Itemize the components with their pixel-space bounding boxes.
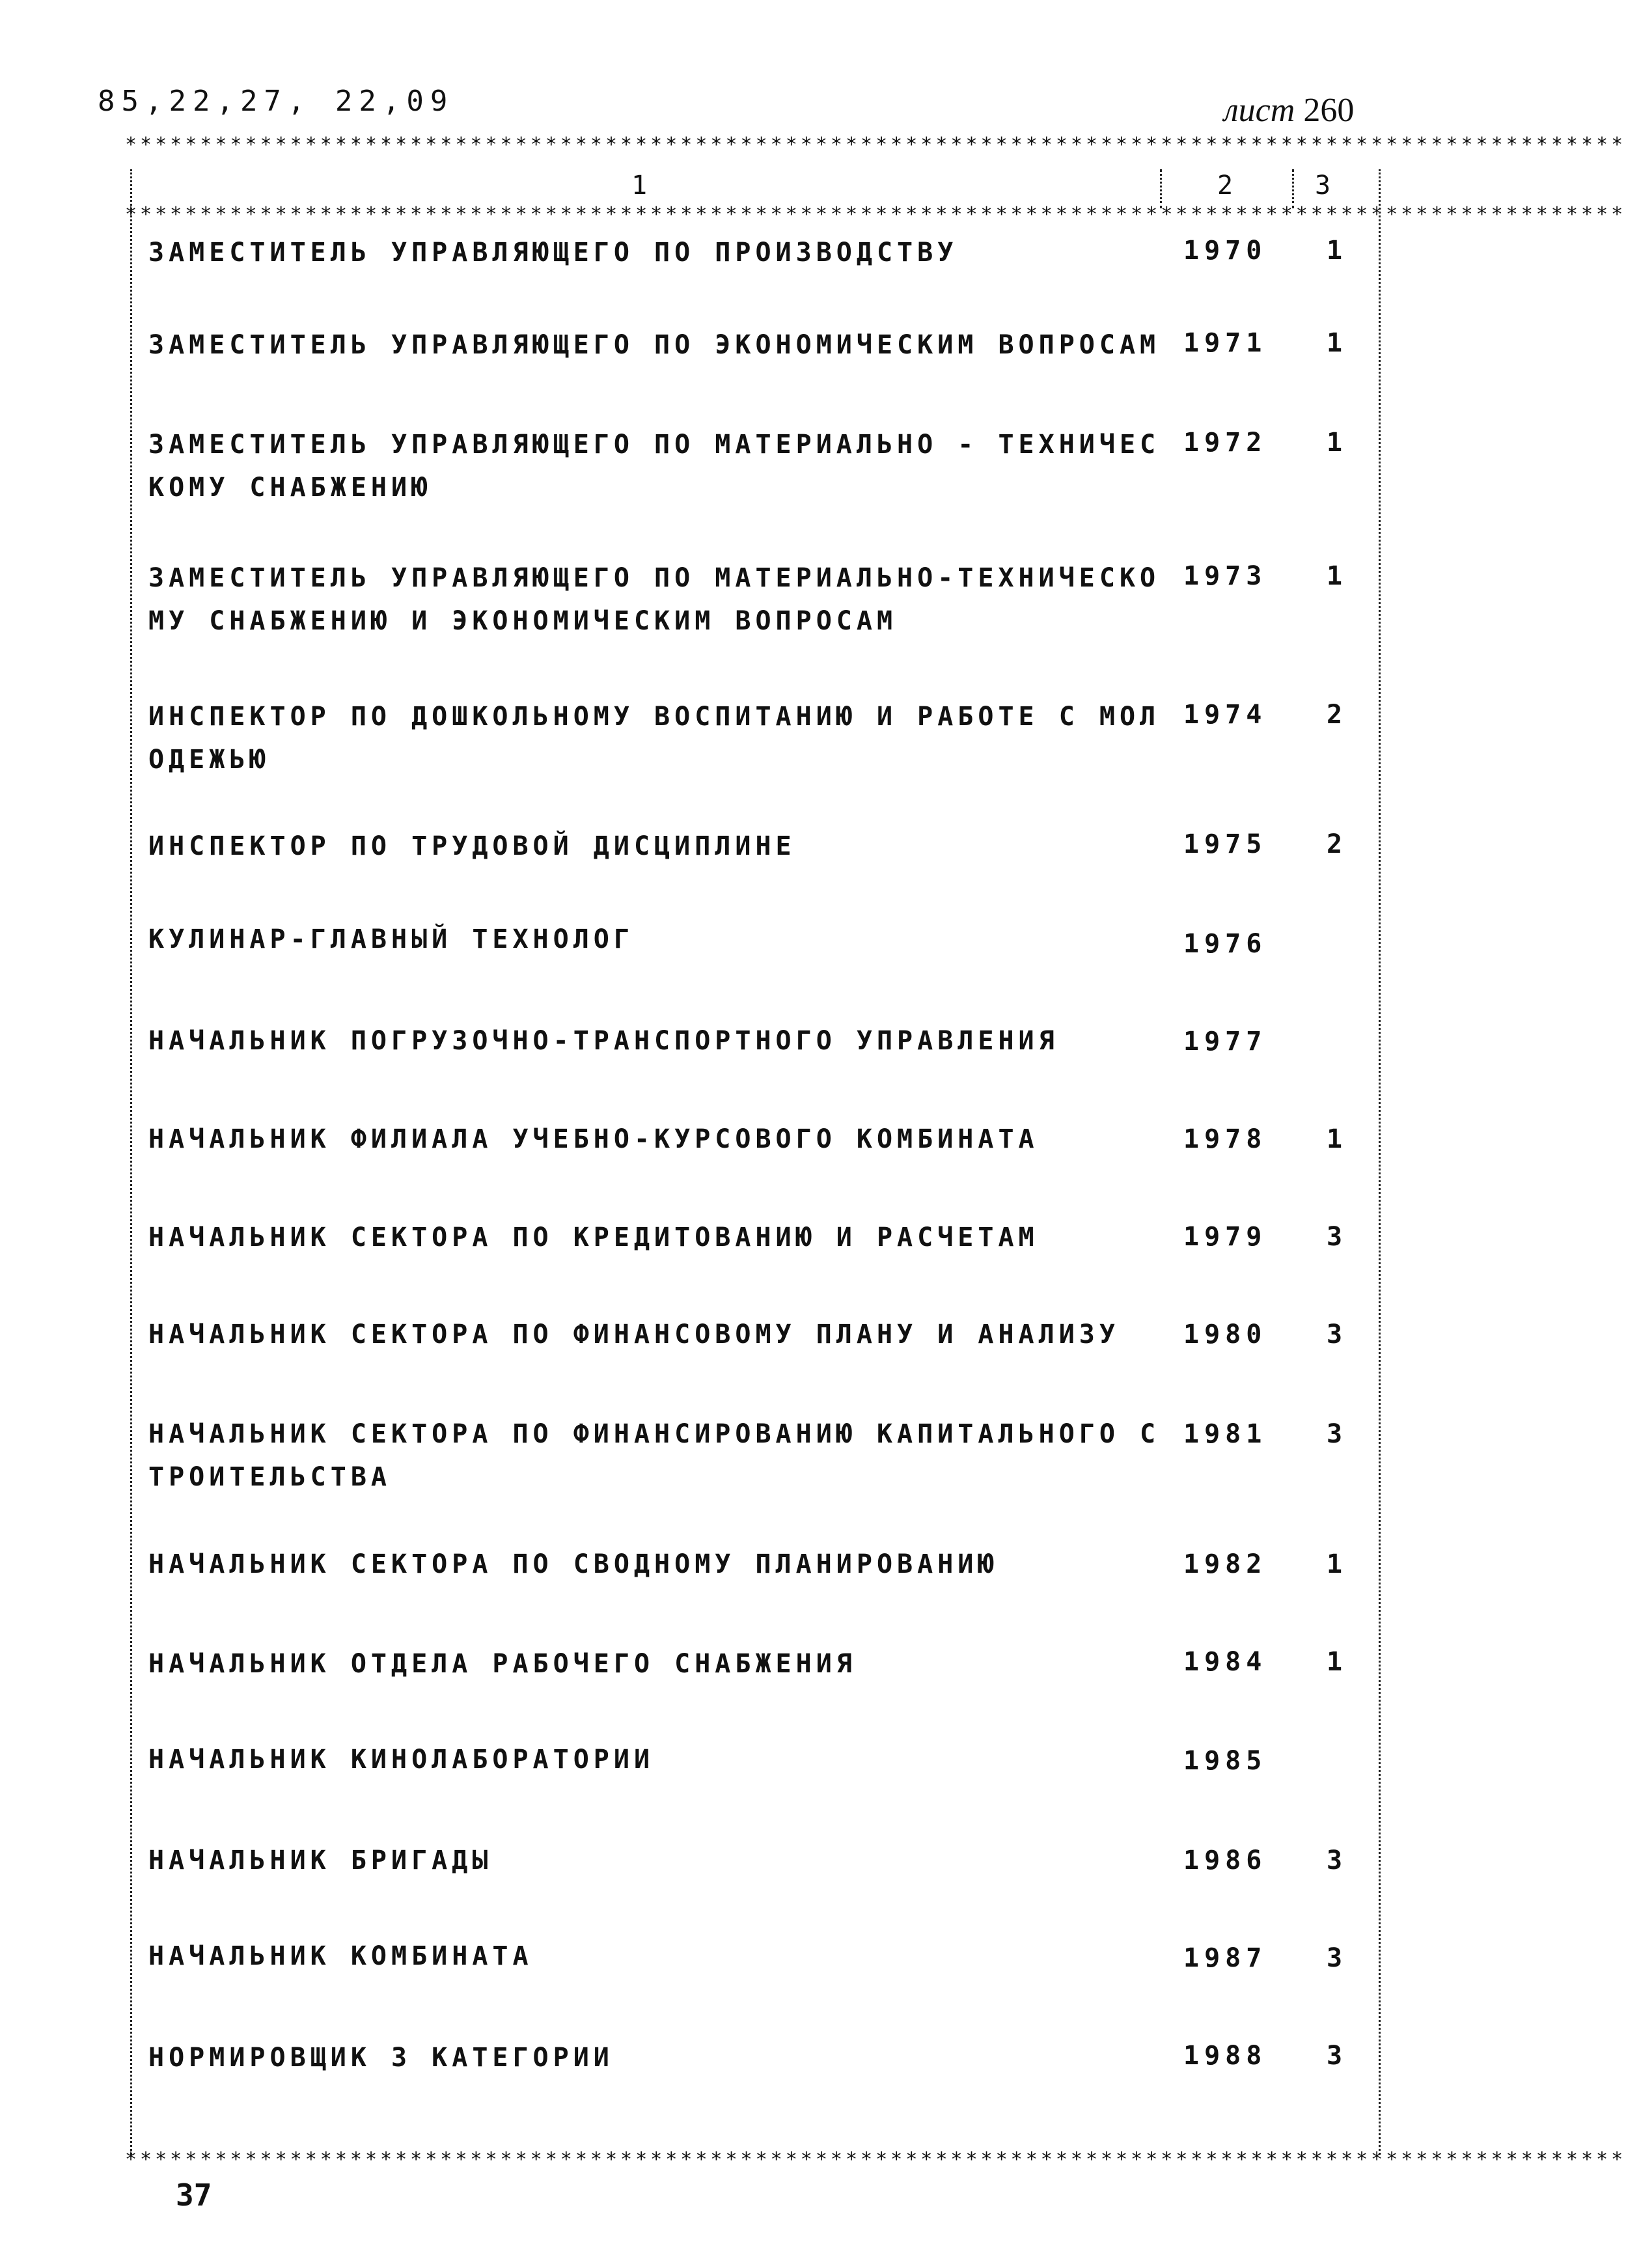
- table-row-title: ИНСПЕКТОР ПО ТРУДОВОЙ ДИСЦИПЛИНЕ: [148, 831, 796, 861]
- table-row-code: 1987: [1183, 1943, 1267, 1973]
- table-row-code: 1970: [1183, 236, 1267, 266]
- table-row-code: 1979: [1183, 1222, 1267, 1252]
- table-row-code: 1972: [1183, 428, 1267, 458]
- column-header-2: 2: [1217, 171, 1233, 201]
- table-row-code: 1988: [1183, 2041, 1267, 2071]
- table-row-category: 1: [1326, 1124, 1343, 1154]
- table-row-title: ЗАМЕСТИТЕЛЬ УПРАВЛЯЮЩЕГО ПО ПРОИЗВОДСТВУ: [148, 238, 958, 268]
- table-row-title: НАЧАЛЬНИК БРИГАДЫ: [148, 1846, 493, 1875]
- table-row-code: 1986: [1183, 1846, 1267, 1875]
- table-row-title: НАЧАЛЬНИК КИНОЛАБОРАТОРИИ: [148, 1745, 655, 1775]
- table-row-title: НАЧАЛЬНИК СЕКТОРА ПО ФИНАНСИРОВАНИЮ КАПИТАЛЬНОГО С ТРОИТЕЛЬСТВА: [148, 1419, 1161, 1492]
- table-row-title: ЗАМЕСТИТЕЛЬ УПРАВЛЯЮЩЕГО ПО МАТЕРИАЛЬНО - ТЕХНИЧЕС КОМУ СНАБЖЕНИЮ: [148, 430, 1161, 503]
- top-star-border: ****************************************************************************************************: [125, 133, 1626, 156]
- header-star-border: ****************************************************************************************************: [125, 203, 1626, 226]
- table-row-category: 1: [1326, 428, 1343, 458]
- table-row-title: КУЛИНАР-ГЛАВНЫЙ ТЕХНОЛОГ: [148, 924, 634, 954]
- table-row-category: 1: [1326, 1549, 1343, 1579]
- table-row-title: НАЧАЛЬНИК СЕКТОРА ПО КРЕДИТОВАНИЮ И РАСЧЕТАМ: [148, 1223, 1039, 1252]
- table-row-title: НОРМИРОВЩИК 3 КАТЕГОРИИ: [148, 2043, 614, 2073]
- table-row-category: 3: [1326, 2041, 1343, 2071]
- table-row-code: 1981: [1183, 1419, 1267, 1449]
- table-row-code: 1973: [1183, 561, 1267, 591]
- table-row-code: 1984: [1183, 1647, 1267, 1677]
- table-row-category: 3: [1326, 1419, 1343, 1449]
- table-row-title: ЗАМЕСТИТЕЛЬ УПРАВЛЯЮЩЕГО ПО ЭКОНОМИЧЕСКИМ ВОПРОСАМ: [148, 330, 1161, 360]
- table-row-code: 1977: [1183, 1027, 1267, 1057]
- table-row-category: 1: [1326, 328, 1343, 358]
- table-row-category: 1: [1326, 1647, 1343, 1677]
- right-table-border: [1379, 169, 1381, 2155]
- sheet-label-text: лист: [1224, 92, 1295, 129]
- left-table-border: [130, 169, 132, 2155]
- table-row-category: 3: [1326, 1320, 1343, 1349]
- table-row-title: ИНСПЕКТОР ПО ДОШКОЛЬНОМУ ВОСПИТАНИЮ И РАБОТЕ С МОЛ ОДЕЖЬЮ: [148, 702, 1161, 775]
- table-row-title: НАЧАЛЬНИК ОТДЕЛА РАБОЧЕГО СНАБЖЕНИЯ: [148, 1649, 857, 1679]
- table-row-category: 1: [1326, 561, 1343, 591]
- sheet-number: 260: [1303, 92, 1355, 129]
- table-row-category: 1: [1326, 236, 1343, 266]
- table-row-code: 1976: [1183, 929, 1267, 959]
- column-divider-1: [1160, 169, 1162, 208]
- column-header-3: 3: [1315, 171, 1331, 201]
- table-row-code: 1971: [1183, 328, 1267, 358]
- table-row-title: НАЧАЛЬНИК КОМБИНАТА: [148, 1941, 533, 1971]
- footer-page-number: 37: [176, 2178, 212, 2213]
- table-row-category: 3: [1326, 1222, 1343, 1252]
- table-row-code: 1974: [1183, 700, 1267, 730]
- bottom-star-border: ****************************************************************************************************: [125, 2148, 1626, 2171]
- table-row-code: 1980: [1183, 1320, 1267, 1349]
- table-row-code: 1985: [1183, 1746, 1267, 1776]
- table-row-title: НАЧАЛЬНИК СЕКТОРА ПО СВОДНОМУ ПЛАНИРОВАНИЮ: [148, 1549, 999, 1579]
- table-row-code: 1975: [1183, 829, 1267, 859]
- table-row-title: ЗАМЕСТИТЕЛЬ УПРАВЛЯЮЩЕГО ПО МАТЕРИАЛЬНО-ТЕХНИЧЕСКО МУ СНАБЖЕНИЮ И ЭКОНОМИЧЕСКИМ ВОПРОСАМ: [148, 563, 1161, 636]
- sheet-label: [1224, 91, 1354, 130]
- table-row-title: НАЧАЛЬНИК ФИЛИАЛА УЧЕБНО-КУРСОВОГО КОМБИНАТА: [148, 1124, 1039, 1154]
- table-row-category: 3: [1326, 1846, 1343, 1875]
- table-row-category: 2: [1326, 829, 1343, 859]
- table-row-code: 1978: [1183, 1124, 1267, 1154]
- table-row-title: НАЧАЛЬНИК СЕКТОРА ПО ФИНАНСОВОМУ ПЛАНУ И АНАЛИЗУ: [148, 1320, 1120, 1349]
- table-row-category: 2: [1326, 700, 1343, 730]
- column-header-1: 1: [631, 171, 648, 201]
- table-row-category: 3: [1326, 1943, 1343, 1973]
- table-row-code: 1982: [1183, 1549, 1267, 1579]
- column-divider-2: [1292, 169, 1294, 208]
- document-code: 85,22,27, 22,09: [98, 85, 454, 118]
- table-row-title: НАЧАЛЬНИК ПОГРУЗОЧНО-ТРАНСПОРТНОГО УПРАВЛЕНИЯ: [148, 1026, 1059, 1056]
